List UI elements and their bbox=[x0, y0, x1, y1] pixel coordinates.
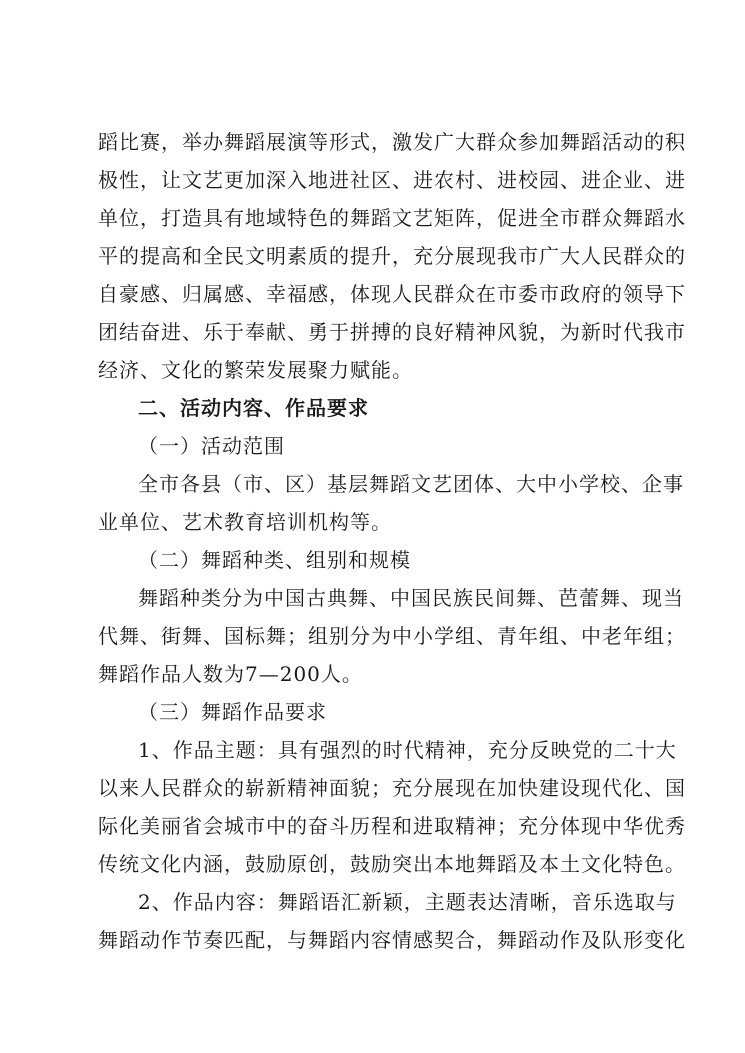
paragraph-line: 2、作品内容：舞蹈语汇新颖，主题表达清晰，音乐选取与 bbox=[138, 890, 677, 914]
paragraph-line: 舞蹈种类分为中国古典舞、中国民族民间舞、芭蕾舞、现当 bbox=[138, 586, 684, 610]
paragraph-line: 代舞、街舞、国标舞；组别分为中小学组、青年组、中老年组； bbox=[98, 624, 686, 648]
paragraph-line: 平的提高和全民文明素质的提升，充分展现我市广大人民群众的 bbox=[98, 244, 686, 268]
paragraph-line: 舞蹈动作节奏匹配，与舞蹈内容情感契合，舞蹈动作及队形变化 bbox=[98, 928, 686, 952]
paragraph-line: 舞蹈作品人数为7—200人。 bbox=[98, 662, 363, 686]
paragraph-line: 际化美丽省会城市中的奋斗历程和进取精神；充分体现中华优秀 bbox=[98, 814, 686, 838]
paragraph-line: 团结奋进、乐于奉献、勇于拼搏的良好精神风貌，为新时代我市 bbox=[98, 320, 686, 344]
paragraph-line: 蹈比赛，举办舞蹈展演等形式，激发广大群众参加舞蹈活动的积 bbox=[98, 130, 686, 154]
paragraph-line: 单位，打造具有地域特色的舞蹈文艺矩阵，促进全市群众舞蹈水 bbox=[98, 206, 686, 230]
paragraph-line: 1、作品主题：具有强烈的时代精神，充分反映党的二十大 bbox=[138, 738, 677, 762]
subsection-heading: （三）舞蹈作品要求 bbox=[138, 700, 327, 724]
paragraph-line: 以来人民群众的崭新精神面貌；充分展现在加快建设现代化、国 bbox=[98, 776, 686, 800]
paragraph-line: 自豪感、归属感、幸福感，体现人民群众在市委市政府的领导下 bbox=[98, 282, 686, 306]
section-heading: 二、活动内容、作品要求 bbox=[138, 396, 369, 420]
paragraph-line: 传统文化内涵，鼓励原创，鼓励突出本地舞蹈及本土文化特色。 bbox=[98, 852, 686, 876]
subsection-heading: （二）舞蹈种类、组别和规模 bbox=[138, 548, 411, 572]
paragraph-line: 经济、文化的繁荣发展聚力赋能。 bbox=[98, 358, 413, 382]
paragraph-line: 全市各县（市、区）基层舞蹈文艺团体、大中小学校、企事 bbox=[138, 472, 684, 496]
paragraph-line: 极性，让文艺更加深入地进社区、进农村、进校园、进企业、进 bbox=[98, 168, 686, 192]
subsection-heading: （一）活动范围 bbox=[138, 434, 285, 458]
paragraph-line: 业单位、艺术教育培训机构等。 bbox=[98, 510, 392, 534]
